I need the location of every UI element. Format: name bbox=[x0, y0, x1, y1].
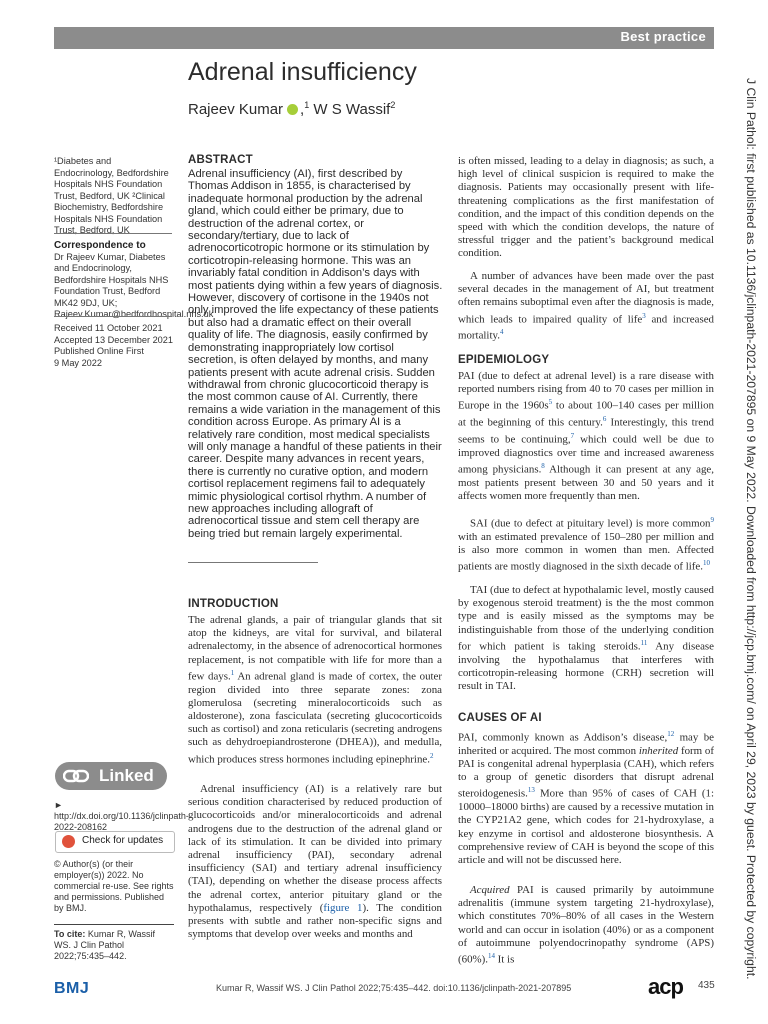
abstract-heading: ABSTRACT bbox=[188, 154, 253, 166]
figure-link[interactable]: figure 1 bbox=[323, 901, 363, 914]
bmj-logo: BMJ bbox=[54, 980, 90, 997]
divider bbox=[188, 562, 318, 563]
author-name[interactable]: W S Wassif bbox=[313, 101, 391, 118]
article-title: Adrenal insufficiency bbox=[188, 58, 417, 86]
abstract-text: Adrenal insufficiency (AI), first described by Thomas Addison in 1855, is characterised by inadequate hormonal production by the adrenal gland, which could either be primary, due to destruction of the adrenal cortex, or secondary/tertiary, due to lack of adrenocorticotropic hormone or its stimulation by corticotropin-releasing hormone. This was an invariably fatal condition in Addison’s days with most patients dying within a few years of diagnosis. However, discovery of cortisone in the 1940s not only improved the life expectancy of these patients but also had a dramatic effect on their overall quality of life. The diagnosis, easily confirmed by demonstrating inappropriately low cortisol secretion, is often delayed by months, and many patients present with acute adrenal crisis. Sudden withdrawal from chronic glucocorticoid therapy is the most common cause of AI. Currently, there remains a wide variation in the management of this condition across Europe. As primary AI is a relatively rare condition, most medical specialists will only manage a handful of these patients in their career. Despite many advances in recent years, there is currently no curative option, and modern cortisol replacement regimens fail to adequately mimic physiological cortisol rhythm. A number of new approaches including allograft of adrenocortical tissue and stem cell therapy are being tried but remain largely experimental. bbox=[188, 168, 443, 540]
linked-label: Linked bbox=[99, 766, 154, 785]
copyright-notice: © Author(s) (or their employer(s)) 2022. No commercial re-use. See rights and permissions. Published by BMJ. bbox=[54, 859, 174, 913]
section-banner bbox=[54, 27, 714, 49]
to-cite-text: Kumar R, Wassif WS. J Clin Pathol 2022;75:435–442. bbox=[54, 929, 156, 961]
introduction-heading: INTRODUCTION bbox=[188, 598, 279, 610]
to-cite-box bbox=[54, 924, 174, 962]
received-date: Received 11 October 2021 bbox=[54, 323, 163, 333]
published-date: 9 May 2022 bbox=[54, 357, 103, 368]
introduction-paragraph-2: Adrenal insufficiency (AI) is a relatively rare but serious condition characterised by reduced production of glucocorticoids and/or mineralocorticoids and adrenal androgens due to the destruction of the adrenal gland or lack of its stimulation. It can be divided into primary adrenal insufficiency (PAI), secondary adrenal insufficiency (SAI) and tertiary adrenal insufficiency (TAI), depending on whether the disease process affects the adrenal cortex, anterior pituitary gland or the hypothalamus, respectively (figure 1). The condition presents with subtle and rather non-specific signs and symptoms that develop over weeks and months and bbox=[188, 783, 443, 941]
correspondence-heading: Correspondence to bbox=[54, 240, 146, 251]
advances-paragraph: A number of advances have been made over the past several decades in the management of AI, but treatment often remains suboptimal even after the diagnosis is made, which leads to impaired quality of life$^3$ and increased mortality.$^4$ bbox=[458, 270, 714, 343]
divider bbox=[54, 316, 172, 317]
dates-block bbox=[54, 323, 174, 369]
affiliations: ¹Diabetes and Endocrinology, Bedfordshire Hospitals NHS Foundation Trust, Bedford, UK ²Clinical Biochemistry, Bedfordshire Hospitals NHS Foundation Trust, Bedford, UK bbox=[54, 156, 169, 235]
footer-citation: Kumar R, Wassif WS. J Clin Pathol 2022;75:435–442. doi:10.1136/jclinpath-2021-207895 bbox=[216, 983, 572, 993]
divider bbox=[54, 233, 172, 234]
update-icon bbox=[62, 835, 75, 848]
correspondence-block bbox=[54, 240, 214, 321]
introduction-paragraph-1: The adrenal glands, a pair of triangular glands that sit atop the kidneys, are vital for survival, and bilateral adrenalectomy, in the absence of adrenocortical hormones replacement, is not compatible with life for more than a few days.$^1$ An adrenal gland is made of cortex, the outer region divided into three separate zones: zona glomerulosa (secreting mineralocorticoids such as aldosterone), zona fasciculata (secreting glucocorticoids such as cortisol) and zona reticularis (secreting androgens such as dehydroepiandrosterone (DHEA)), and medulla, which produces stress hormones including epinephrine.$^2$ bbox=[188, 614, 442, 766]
correspondence-text: Dr Rajeev Kumar, Diabetes and Endocrinology, Bedfordshire Hospitals NHS Foundation Trust, Bedford MK42 9DJ, UK; Rajeev.Kumar@bedfordhospital.nhs.uk bbox=[54, 251, 214, 319]
causes-paragraph-2: Acquired PAI is caused primarily by autoimmune adrenalitis (immune system targeting 21-hydroxylase), which constitutes 70%–80% of all cases in the Western world and can occur in isolation (40%) or as a component of autoimmune polyendocrinopathy syndrome (APS) (60%).$^{14}$ It is bbox=[458, 884, 714, 966]
epidemiology-paragraph-3: TAI (due to defect at hypothalamic level, mostly caused by exogenous steroid treatment) is the the most common type and is easily missed as the symptoms may be indistinguishable from those of the underlying condition for which patient is taking steroids.$^{11}$ Any disease involving the hypothalamus that interferes with corticotropin-releasing hormone (CRH) secretion will result in TAI. bbox=[458, 584, 714, 693]
download-margin-note: J Clin Pathol: first published as 10.1136/jclinpath-2021-207895 on 9 May 2022. Downloaded from http://jcp.bmj.com/ on April 29, 2023 by guest. Protected by copyright. bbox=[744, 78, 758, 980]
epidemiology-heading: EPIDEMIOLOGY bbox=[458, 354, 550, 366]
causes-heading: CAUSES OF AI bbox=[458, 712, 542, 724]
to-cite-label: To cite: bbox=[54, 929, 86, 939]
affiliation-marker: 2 bbox=[390, 100, 396, 110]
orcid-icon[interactable] bbox=[287, 104, 298, 115]
epidemiology-paragraph-1: PAI (due to defect at adrenal level) is a rare disease with reported numbers rising from 40 to 70 cases per million in Europe in the $1960s^5$ to about 100–140 cases per million at the beginning of this century.$^6$ Interestingly, this trend seems to be continuing,$^7$ which could well be due to improved diagnostics over time and increased awareness among physicians.$^8$ Although it can present at any age, most patients present between 30 and 50 years and it affects women more frequently than men. bbox=[458, 370, 715, 503]
linked-badge[interactable] bbox=[55, 762, 167, 790]
acp-logo: acp bbox=[648, 974, 683, 999]
epidemiology-paragraph-2: SAI (due to defect at pituitary level) is more common$^9$ with an estimated prevalence of 150–280 per million and is also more common in women than men. Affected patients are mostly diagnosed in the sixth decade of life.$^{10}$ bbox=[458, 516, 714, 573]
check-for-updates-button[interactable] bbox=[55, 831, 175, 853]
affiliation-marker: 1 bbox=[304, 100, 310, 110]
chain-link-icon bbox=[63, 769, 89, 783]
author-line: Rajeev Kumar ,$^1$ W S Wassif$^2$ bbox=[188, 100, 396, 118]
causes-paragraph-1: PAI, commonly known as Addison’s disease,$^{12}$ may be inherited or acquired. The most common inherited form of PAI is congenital adrenal hyperplasia (CAH), which refers to a group of genetic disorders that disrupt adrenal steroidogenesis.$^{13}$ More than 95% of cases of CAH (1: 10000–18000 births) are caused by a recessive mutation in the CYP21A2 gene, which codes for 21-hydroxylase, a key enzyme in cortisol and aldosterone biosynthesis. A comprehensive review of CAH is beyond the scope of this article and will not be discussed here. bbox=[458, 730, 714, 867]
page-number: 435 bbox=[698, 980, 715, 991]
section-label: Best practice bbox=[620, 29, 706, 44]
published-label: Published Online First bbox=[54, 346, 144, 356]
accepted-date: Accepted 13 December 2021 bbox=[54, 334, 174, 345]
author-name[interactable]: Rajeev Kumar bbox=[188, 101, 284, 118]
intro-continued-paragraph: is often missed, leading to a delay in diagnosis; as such, a high level of clinical suspicion is required to make the diagnosis. Patients may occasionally present with life-threatening complications as the first manifestation of condition, and the impact of this condition depends on the speed with which the condition develops, the nature of stressful trigger and the patient’s background medical condition. bbox=[458, 155, 714, 260]
linked-doi-link[interactable]: ► http://dx.doi.org/10.1136/jclinpath-2022-208162 bbox=[54, 800, 189, 832]
check-updates-label: Check for updates bbox=[82, 835, 164, 846]
